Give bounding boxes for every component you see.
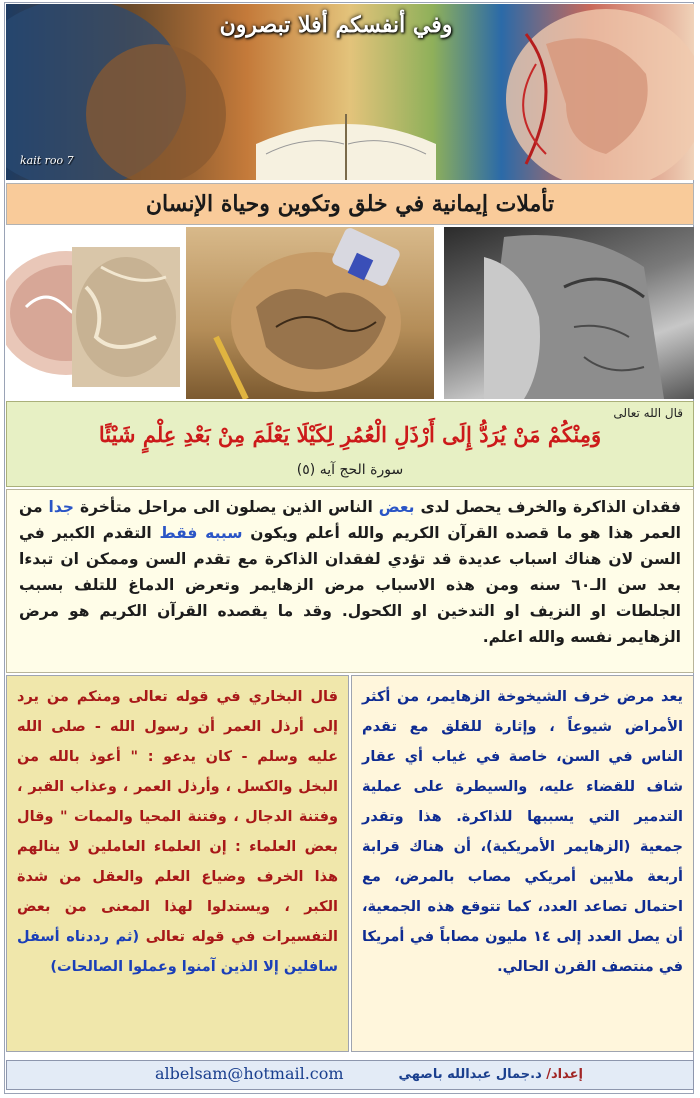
alzheimer-column — [351, 675, 694, 1052]
author-name: د.جمال عبدالله باصهي — [398, 1067, 547, 1082]
para-text-4: التقدم الكبير في السن لان هناك اسباب عديدة قد تؤدي لفقدان الذاكرة مع تقدم السن وممكن ان تبدءا بعد سن الـ٦٠ سنه ومن هذه الاسباب مرض الزهايمر وتعرض الدماغ للتلف بسبب الجلطات او النزيف او التدخين او الكحول. وقد ما يقصده القرآن الكريم هو مرض الزهايمر نفسه والله اعلم. — [19, 524, 681, 646]
author-credit — [399, 1067, 583, 1082]
title-band — [6, 183, 694, 225]
page-title: تأملات إيمانية في خلق وتكوين وحياة الإنسان — [145, 191, 555, 217]
para-text-2: الناس الذين يصلون الى مراحل متأخرة — [73, 498, 379, 516]
bukhari-column — [6, 675, 349, 1052]
image-row — [6, 227, 694, 399]
para-highlight-2: جدا — [48, 498, 74, 516]
para-text-1: فقدان الذاكرة والخرف يحصل لدى — [414, 498, 681, 516]
verse-reference: سورة الحج آيه (٥) — [296, 462, 404, 478]
alzheimer-text: يعد مرض خرف الشيخوخة الزهايمر، من أكثر الأمراض شيوعاً ، وإثارة للقلق مع تقدم الناس في السن، خاصة في غياب أي عقار شاف للقضاء عليه، والسيطرة على عملية التدمير التي يسببها للذاكرة. هذا وتقدر جمعية (الزهايمر الأمريكية)، أن هناك قرابة أربعة ملايين أمريكي مصاب بالمرض، مع احتمال تصاعد العدد، كما تتوقع هذه الجمعية، أن يصل العدد إلى ١٤ مليون مصاباً في أمريكا في منتصف القرن الحالي. — [362, 689, 684, 975]
footer-bar — [6, 1060, 694, 1090]
bukhari-quote: (ثم رددناه أسفل سافلين إلا الذين آمنوا وعملوا الصالحات) — [17, 929, 338, 975]
verse-lead: قال الله تعالى — [613, 406, 683, 420]
prep-label: إعداد/ — [546, 1067, 583, 1082]
verse-text: وَمِنْكُمْ مَنْ يُرَدُّ إِلَى أَرْذَلِ الْعُمُرِ لِكَيْلَا يَعْلَمَ مِنْ بَعْدِ عِلْمٍ شَيْئًا — [98, 422, 602, 447]
head-eraser-image — [186, 227, 434, 399]
para-highlight-1: بعض — [378, 498, 415, 516]
elderly-face-image — [444, 227, 694, 399]
banner-signature: kait roo 7 — [20, 154, 74, 167]
brain-image — [6, 227, 181, 399]
header-banner — [6, 4, 694, 180]
para-text-3: من العمر هذا هو ما قصده القرآن الكريم والله أعلم ويكون — [19, 498, 681, 542]
author-email[interactable]: albelsam@hotmail.com — [155, 1064, 344, 1083]
banner-verse: وفي أنفسكم أفلا تبصرون — [219, 12, 453, 38]
intro-paragraph — [19, 494, 681, 650]
bukhari-body: قال البخاري في قوله تعالى ومنكم من يرد إلى أرذل العمر أن رسول الله - صلى الله عليه وسلم - كان يدعو : " أعوذ بالله من البخل والكسل ، وأرذل العمر ، وعذاب القبر ، وفتنة الدجال ، وفتنة المحيا والممات " وقال بعض العلماء : إن العلماء العاملين لا ينالهم هذا الخرف وضياع العلم والعقل من شدة الكبر ، ويستدلوا لهذا المعنى من بعض التفسيرات في قوله تعالى — [17, 689, 338, 945]
quran-verse-box — [6, 401, 694, 487]
bukhari-text — [17, 682, 338, 982]
para-highlight-3: سببه فقط — [159, 524, 243, 542]
intro-paragraph-box — [6, 489, 694, 673]
